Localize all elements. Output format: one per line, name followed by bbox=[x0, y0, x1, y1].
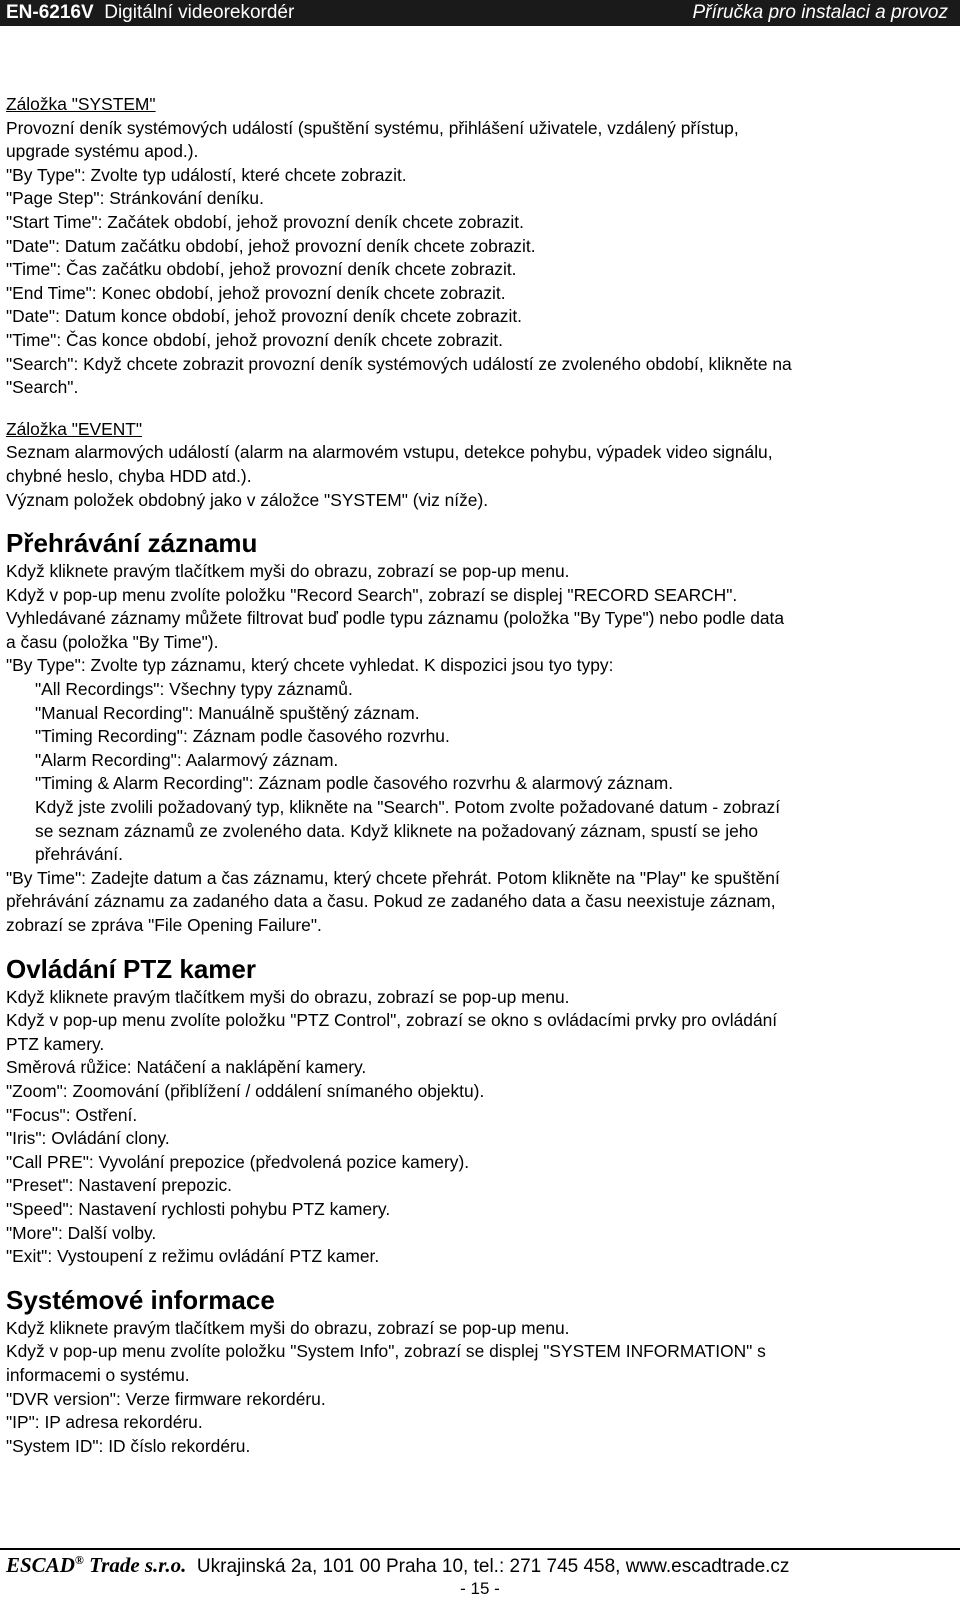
text-line: Když v pop-up menu zvolíte položku "PTZ Control", zobrazí se okno s ovládacími prvky pro ovládání bbox=[6, 1010, 778, 1031]
footer-brand bbox=[6, 1553, 186, 1577]
section-heading-ptz: Ovládání PTZ kamer bbox=[6, 953, 256, 984]
list-item: Když jste zvolili požadovaný typ, klikněte na "Search". Potom zvolte požadované datum - zobrazí bbox=[35, 797, 781, 818]
list-item: "Manual Recording": Manuálně spuštěný záznam. bbox=[35, 702, 420, 723]
text-line: "Focus": Ostření. bbox=[6, 1104, 138, 1125]
text-line: "End Time": Konec období, jehož provozní deník chcete zobrazit. bbox=[6, 282, 506, 303]
text-line: "Date": Datum začátku období, jehož provozní deník chcete zobrazit. bbox=[6, 235, 536, 256]
footer-line bbox=[6, 1553, 789, 1578]
list-item: "Alarm Recording": Aalarmový záznam. bbox=[35, 749, 339, 770]
text-line: a času (položka "By Time"). bbox=[6, 631, 219, 652]
text-line: "Call PRE": Vyvolání prepozice (předvolená pozice kamery). bbox=[6, 1151, 470, 1172]
text-line: Když kliknete pravým tlačítkem myši do obrazu, zobrazí se pop-up menu. bbox=[6, 986, 570, 1007]
text-line: zobrazí se zpráva "File Opening Failure". bbox=[6, 915, 322, 935]
text-line: "Zoom": Zoomování (přiblížení / oddálení snímaného objektu). bbox=[6, 1080, 485, 1101]
header-model: EN-6216V bbox=[6, 2, 94, 23]
text-line: "Speed": Nastavení rychlosti pohybu PTZ kamery. bbox=[6, 1198, 391, 1219]
text-line: "Date": Datum konce období, jehož provozní deník chcete zobrazit. bbox=[6, 306, 522, 327]
list-item: "Timing & Alarm Recording": Záznam podle časového rozvrhu & alarmový záznam. bbox=[35, 773, 674, 794]
text-line: "Time": Čas začátku období, jehož provozní deník chcete zobrazit. bbox=[6, 259, 517, 280]
text-line: "Exit": Vystoupení z režimu ovládání PTZ kamer. bbox=[6, 1246, 380, 1267]
section-heading-sysinfo: Systémové informace bbox=[6, 1284, 275, 1315]
text-line: Význam položek obdobný jako v záložce "SYSTEM" (viz níže). bbox=[6, 489, 489, 510]
list-item: se seznam záznamů ze zvoleného data. Když kliknete na požadovaný záznam, spustí se jeho bbox=[35, 820, 759, 841]
text-line: Když v pop-up menu zvolíte položku "Record Search", zobrazí se displej "RECORD SEARCH". bbox=[6, 584, 738, 605]
text-line: "Time": Čas konce období, jehož provozní deník chcete zobrazit. bbox=[6, 329, 503, 350]
text-line: "Search": Když chcete zobrazit provozní deník systémových událostí ze zvoleného období, klikněte na bbox=[6, 353, 792, 374]
text-line: upgrade systému apod.). bbox=[6, 141, 199, 162]
text-line: PTZ kamery. bbox=[6, 1033, 105, 1054]
text-line: "By Type": Zvolte typ záznamu, který chcete vyhledat. K dispozici jsou tyo typy: bbox=[6, 655, 614, 676]
text-line: přehrávání záznamu za zadaného data a času. Pokud ze zadaného data a času neexistuje záznam, bbox=[6, 891, 776, 912]
spacer bbox=[6, 400, 951, 418]
text-line: "Iris": Ovládání clony. bbox=[6, 1128, 170, 1149]
list-item: přehrávání. bbox=[35, 844, 123, 865]
list-item: "All Recordings": Všechny typy záznamů. bbox=[35, 679, 353, 700]
header-product: Digitální videorekordér bbox=[104, 2, 295, 23]
text-line: "DVR version": Verze firmware rekordéru. bbox=[6, 1388, 326, 1409]
text-line: Když kliknete pravým tlačítkem myši do obrazu, zobrazí se pop-up menu. bbox=[6, 1317, 570, 1338]
text-line: Směrová růžice: Natáčení a naklápění kamery. bbox=[6, 1057, 367, 1078]
text-line: "Page Step": Stránkování deníku. bbox=[6, 188, 264, 209]
header-manual-title: Příručka pro instalaci a provoz bbox=[692, 2, 948, 23]
text-line: Seznam alarmových událostí (alarm na alarmovém vstupu, detekce pohybu, výpadek video signálu, bbox=[6, 442, 773, 463]
text-line: informacemi o systému. bbox=[6, 1364, 190, 1385]
page-content bbox=[6, 93, 951, 1458]
text-line: Vyhledávané záznamy můžete filtrovat buď podle typu záznamu (položka "By Type") nebo podle data bbox=[6, 608, 785, 629]
text-line: "System ID": ID číslo rekordéru. bbox=[6, 1435, 251, 1456]
text-line: "Search". bbox=[6, 377, 79, 398]
page-number: - 15 - bbox=[460, 1579, 500, 1598]
text-line: "By Time": Zadejte datum a čas záznamu, který chcete přehrát. Potom klikněte na "Play" ke spuštění bbox=[6, 867, 780, 888]
text-line: Provozní deník systémových událostí (spuštění systému, přihlášení uživatele, vzdálený přístup, bbox=[6, 117, 739, 138]
text-line: "Start Time": Začátek období, jehož provozní deník chcete zobrazit. bbox=[6, 211, 524, 232]
text-line: Když v pop-up menu zvolíte položku "System Info", zobrazí se displej "SYSTEM INFORMATION" s bbox=[6, 1341, 766, 1362]
text-line: Když kliknete pravým tlačítkem myši do obrazu, zobrazí se pop-up menu. bbox=[6, 561, 570, 582]
text-line: "More": Další volby. bbox=[6, 1222, 157, 1243]
text-line: chybné heslo, chyba HDD atd.). bbox=[6, 465, 252, 486]
section-heading-playback: Přehrávání záznamu bbox=[6, 528, 258, 559]
text-line: "By Type": Zvolte typ událostí, které chcete zobrazit. bbox=[6, 164, 407, 185]
page-header bbox=[0, 0, 960, 26]
footer-brand-rest: Trade s.r.o. bbox=[89, 1553, 187, 1577]
header-left bbox=[6, 0, 294, 26]
list-item: "Timing Recording": Záznam podle časového rozvrhu. bbox=[35, 726, 450, 747]
system-tab-title: Záložka "SYSTEM" bbox=[6, 94, 156, 114]
page-footer bbox=[0, 1548, 960, 1613]
footer-brand-name: ESCAD bbox=[6, 1553, 75, 1577]
registered-mark: ® bbox=[74, 1553, 84, 1567]
text-line: "IP": IP adresa rekordéru. bbox=[6, 1412, 203, 1433]
footer-divider bbox=[0, 1548, 960, 1550]
footer-address: Ukrajinská 2a, 101 00 Praha 10, tel.: 271 745 458, www.escadtrade.cz bbox=[196, 1556, 790, 1577]
event-tab-title: Záložka "EVENT" bbox=[6, 418, 143, 439]
text-line: "Preset": Nastavení prepozic. bbox=[6, 1175, 232, 1196]
